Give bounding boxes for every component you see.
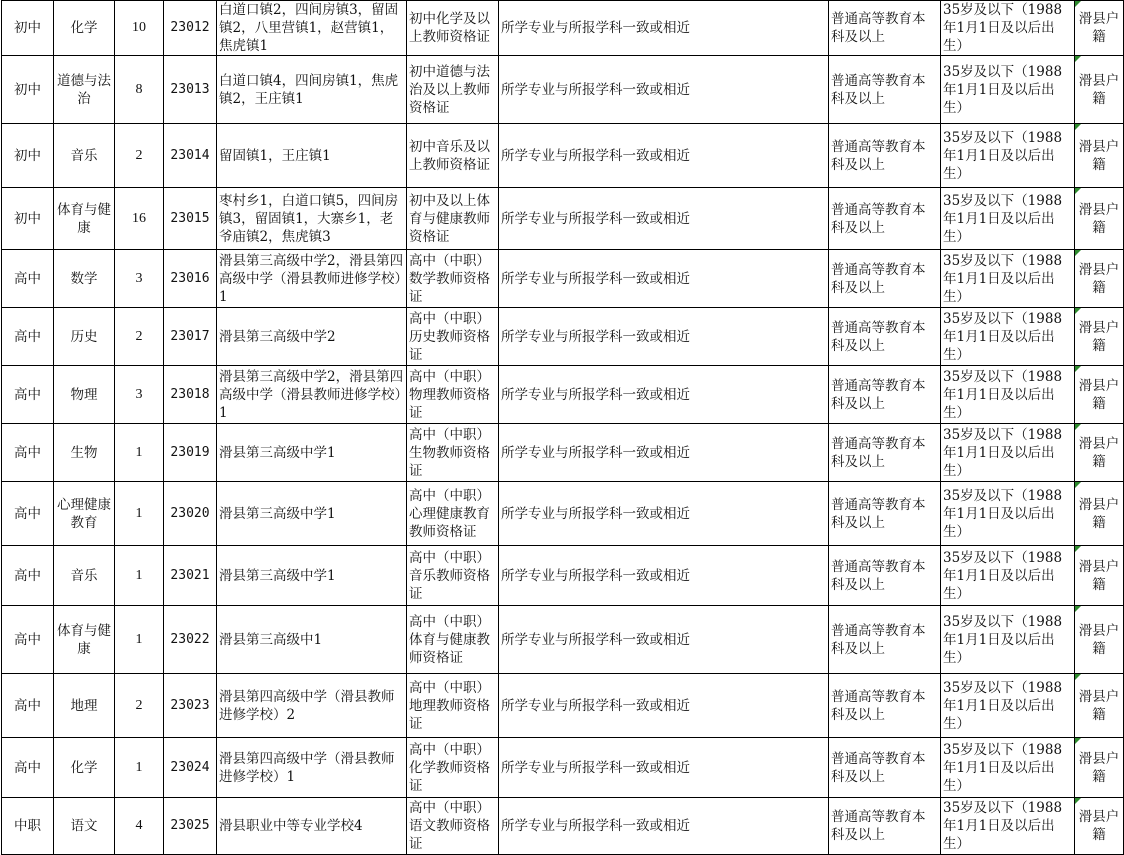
cell-subject-text: 音乐 [70, 567, 98, 584]
cell-units-text: 枣村乡1，白道口镇5，四间房镇3，留固镇1，大寨乡1，老爷庙镇2，焦虎镇3 [219, 192, 399, 245]
cell-education-text: 普通高等教育本科及以上 [831, 319, 926, 354]
cell-major-text: 所学专业与所报学科一致或相近 [501, 270, 690, 287]
cell-education [829, 482, 941, 546]
cell-units-text: 滑县职业中等专业学校4 [219, 818, 363, 834]
cell-cert-text: 高中（中职）体育与健康教师资格证 [409, 613, 490, 666]
cell-subject [54, 366, 115, 424]
table-row [2, 738, 1124, 798]
table-row [2, 482, 1124, 546]
cell-education-text: 普通高等教育本科及以上 [831, 558, 926, 593]
cell-education [829, 424, 941, 482]
cell-units-text: 滑县第三高级中学2，滑县第四高级中学（滑县教师进修学校）1 [219, 252, 404, 305]
cell-age [941, 738, 1075, 798]
cell-major-text: 所学专业与所报学科一致或相近 [501, 328, 690, 345]
table-row [2, 308, 1124, 366]
cell-education [829, 738, 941, 798]
cell-hukou [1075, 738, 1124, 798]
cell-age [941, 188, 1075, 250]
cell-hukou [1075, 308, 1124, 366]
cell-hukou [1075, 56, 1124, 124]
recruitment-table [1, 0, 1124, 855]
cell-level [2, 798, 54, 855]
cell-code-text: 23024 [170, 759, 210, 775]
cell-count-text: 1 [135, 505, 143, 521]
cell-units [217, 56, 407, 124]
cell-major-text: 所学专业与所报学科一致或相近 [501, 567, 690, 584]
cell-major [499, 308, 829, 366]
cell-code [164, 56, 217, 124]
cell-count [115, 546, 164, 606]
cell-code [164, 738, 217, 798]
cell-hukou [1075, 1, 1124, 56]
cell-level [2, 424, 54, 482]
cell-hukou-text: 滑县户籍 [1078, 319, 1120, 354]
cell-level-text: 初中 [14, 210, 41, 227]
cell-cert-text: 高中（中职）心理健康教育教师资格证 [409, 487, 490, 540]
cell-level [2, 188, 54, 250]
cell-count [115, 188, 164, 250]
cell-subject [54, 250, 115, 308]
cell-cert [407, 1, 499, 56]
cell-code [164, 1, 217, 56]
table-row [2, 798, 1124, 855]
cell-cert [407, 674, 499, 738]
cell-units [217, 674, 407, 738]
cell-hukou [1075, 366, 1124, 424]
cell-age [941, 308, 1075, 366]
cell-subject [54, 1, 115, 56]
cell-subject-text: 音乐 [70, 147, 98, 164]
cell-units-text: 滑县第三高级中学2，滑县第四高级中学（滑县教师进修学校）1 [219, 368, 404, 421]
cell-hukou-text: 滑县户籍 [1078, 72, 1120, 107]
cell-subject [54, 798, 115, 855]
cell-code-text: 23015 [170, 210, 210, 226]
cell-code [164, 674, 217, 738]
cell-education-text: 普通高等教育本科及以上 [831, 750, 926, 785]
cell-education-text: 普通高等教育本科及以上 [831, 435, 926, 470]
cell-units [217, 188, 407, 250]
cell-cert [407, 798, 499, 855]
cell-subject [54, 738, 115, 798]
cell-hukou [1075, 424, 1124, 482]
cell-education [829, 124, 941, 188]
cell-subject-text: 历史 [70, 328, 98, 345]
cell-major [499, 188, 829, 250]
cell-subject [54, 424, 115, 482]
cell-units-text: 滑县第四高级中学（滑县教师进修学校）2 [219, 688, 395, 723]
cell-subject [54, 546, 115, 606]
cell-subject-text: 数学 [70, 270, 98, 287]
cell-hukou-text: 滑县户籍 [1078, 496, 1120, 531]
cell-age [941, 482, 1075, 546]
cell-count [115, 366, 164, 424]
cell-education-text: 普通高等教育本科及以上 [831, 11, 926, 45]
cell-education [829, 1, 941, 56]
cell-count-text: 2 [135, 328, 143, 344]
cell-cert-text: 初中道德与法治及以上教师资格证 [409, 63, 490, 116]
cell-education-text: 普通高等教育本科及以上 [831, 201, 926, 236]
cell-count-text: 1 [135, 631, 143, 647]
cell-count-text: 16 [132, 210, 146, 226]
cell-subject [54, 308, 115, 366]
cell-code [164, 424, 217, 482]
cell-hukou [1075, 674, 1124, 738]
cell-units-text: 白道口镇4，四间房镇1，焦虎镇2，王庄镇1 [219, 72, 399, 107]
cell-education-text: 普通高等教育本科及以上 [831, 688, 926, 723]
cell-age-text: 35岁及以下（1988年1月1日及以后出生） [943, 63, 1063, 116]
cell-subject-text: 道德与法治 [57, 72, 111, 107]
table-row [2, 250, 1124, 308]
cell-hukou [1075, 606, 1124, 674]
cell-level [2, 1, 54, 56]
cell-cert [407, 366, 499, 424]
cell-cert-text: 高中（中职）化学教师资格证 [409, 741, 490, 794]
cell-cert-text: 初中音乐及以上教师资格证 [409, 138, 490, 173]
cell-subject-text: 生物 [70, 444, 98, 461]
cell-count [115, 1, 164, 56]
cell-subject [54, 482, 115, 546]
cell-level-text: 高中 [14, 444, 41, 461]
cell-code [164, 798, 217, 855]
cell-education [829, 56, 941, 124]
cell-hukou-text: 滑县户籍 [1078, 435, 1120, 470]
table-row [2, 424, 1124, 482]
cell-major-text: 所学专业与所报学科一致或相近 [501, 444, 690, 461]
table-row [2, 124, 1124, 188]
cell-count-text: 2 [135, 147, 143, 163]
cell-education [829, 250, 941, 308]
cell-level-text: 高中 [14, 697, 41, 714]
cell-age [941, 124, 1075, 188]
cell-hukou [1075, 798, 1124, 855]
cell-units [217, 798, 407, 855]
cell-cert [407, 738, 499, 798]
cell-level-text: 高中 [14, 270, 41, 287]
cell-education-text: 普通高等教育本科及以上 [831, 261, 926, 296]
cell-major [499, 1, 829, 56]
cell-code [164, 308, 217, 366]
cell-cert [407, 308, 499, 366]
cell-age-text: 35岁及以下（1988年1月1日及以后出生） [943, 549, 1063, 602]
cell-units [217, 366, 407, 424]
cell-education [829, 188, 941, 250]
cell-major-text: 所学专业与所报学科一致或相近 [501, 505, 690, 522]
cell-hukou [1075, 250, 1124, 308]
table-row [2, 1, 1124, 56]
cell-subject-text: 体育与健康 [57, 201, 111, 236]
cell-cert-text: 高中（中职）生物教师资格证 [409, 426, 490, 479]
cell-age-text: 35岁及以下（1988年1月1日及以后出生） [943, 2, 1063, 54]
cell-age-text: 35岁及以下（1988年1月1日及以后出生） [943, 426, 1063, 479]
cell-cert [407, 424, 499, 482]
cell-age [941, 674, 1075, 738]
cell-cert [407, 482, 499, 546]
cell-age [941, 366, 1075, 424]
cell-cert [407, 124, 499, 188]
cell-cert [407, 606, 499, 674]
cell-code-text: 23023 [170, 697, 210, 713]
cell-level-text: 高中 [14, 759, 41, 776]
cell-hukou-text: 滑县户籍 [1078, 138, 1120, 173]
cell-units-text: 滑县第四高级中学（滑县教师进修学校）1 [219, 750, 395, 785]
cell-age-text: 35岁及以下（1988年1月1日及以后出生） [943, 800, 1063, 852]
cell-hukou-text: 滑县户籍 [1078, 201, 1120, 236]
cell-cert-text: 高中（中职）数学教师资格证 [409, 252, 490, 305]
cell-age [941, 250, 1075, 308]
cell-count-text: 4 [135, 818, 143, 833]
cell-code-text: 23012 [170, 20, 210, 35]
table-row [2, 606, 1124, 674]
cell-units [217, 606, 407, 674]
cell-code [164, 188, 217, 250]
cell-level [2, 124, 54, 188]
cell-age-text: 35岁及以下（1988年1月1日及以后出生） [943, 741, 1063, 794]
cell-units [217, 738, 407, 798]
cell-code [164, 366, 217, 424]
cell-count-text: 1 [135, 567, 143, 583]
cell-count-text: 2 [135, 697, 143, 713]
cell-education [829, 798, 941, 855]
cell-hukou-text: 滑县户籍 [1078, 809, 1120, 843]
cell-code [164, 606, 217, 674]
cell-cert-text: 高中（中职）物理教师资格证 [409, 368, 490, 421]
table-body [2, 1, 1124, 855]
cell-age [941, 606, 1075, 674]
cell-major-text: 所学专业与所报学科一致或相近 [501, 631, 690, 648]
cell-units-text: 滑县第三高级中学1 [219, 444, 336, 461]
cell-units [217, 546, 407, 606]
cell-age-text: 35岁及以下（1988年1月1日及以后出生） [943, 310, 1063, 363]
cell-age-text: 35岁及以下（1988年1月1日及以后出生） [943, 613, 1063, 666]
cell-level [2, 250, 54, 308]
cell-units [217, 482, 407, 546]
cell-age-text: 35岁及以下（1988年1月1日及以后出生） [943, 129, 1063, 182]
cell-cert [407, 188, 499, 250]
cell-hukou-text: 滑县户籍 [1078, 688, 1120, 723]
cell-education-text: 普通高等教育本科及以上 [831, 496, 926, 531]
cell-major [499, 424, 829, 482]
cell-units [217, 308, 407, 366]
cell-age [941, 546, 1075, 606]
cell-code-text: 23022 [170, 631, 210, 647]
cell-count [115, 674, 164, 738]
cell-cert-text: 高中（中职）历史教师资格证 [409, 310, 490, 363]
cell-age [941, 798, 1075, 855]
cell-code-text: 23016 [170, 270, 210, 286]
cell-education-text: 普通高等教育本科及以上 [831, 809, 926, 843]
cell-units-text: 滑县第三高级中学2 [219, 328, 336, 345]
cell-major-text: 所学专业与所报学科一致或相近 [501, 697, 690, 714]
cell-count [115, 308, 164, 366]
cell-subject [54, 56, 115, 124]
cell-hukou [1075, 124, 1124, 188]
cell-level-text: 高中 [14, 505, 41, 522]
cell-level-text: 高中 [14, 567, 41, 584]
cell-major-text: 所学专业与所报学科一致或相近 [501, 386, 690, 403]
cell-count-text: 1 [135, 759, 143, 775]
cell-count [115, 56, 164, 124]
cell-level-text: 高中 [14, 631, 41, 648]
cell-subject [54, 674, 115, 738]
cell-education [829, 308, 941, 366]
cell-education-text: 普通高等教育本科及以上 [831, 377, 926, 412]
cell-level [2, 482, 54, 546]
cell-level [2, 738, 54, 798]
cell-count-text: 3 [135, 386, 143, 402]
cell-education [829, 366, 941, 424]
cell-age-text: 35岁及以下（1988年1月1日及以后出生） [943, 252, 1063, 305]
cell-subject [54, 124, 115, 188]
cell-major [499, 482, 829, 546]
cell-cert [407, 250, 499, 308]
cell-code [164, 250, 217, 308]
cell-education-text: 普通高等教育本科及以上 [831, 138, 926, 173]
cell-code-text: 23019 [170, 444, 210, 460]
table-row [2, 56, 1124, 124]
cell-cert-text: 高中（中职）音乐教师资格证 [409, 549, 490, 602]
cell-major-text: 所学专业与所报学科一致或相近 [501, 81, 690, 98]
cell-age [941, 56, 1075, 124]
cell-subject-text: 语文 [70, 818, 98, 834]
cell-code-text: 23014 [170, 147, 210, 163]
cell-age [941, 424, 1075, 482]
table-row [2, 188, 1124, 250]
cell-age-text: 35岁及以下（1988年1月1日及以后出生） [943, 192, 1063, 245]
cell-code [164, 482, 217, 546]
cell-level-text: 初中 [14, 20, 41, 36]
cell-count-text: 10 [132, 20, 146, 35]
cell-major [499, 250, 829, 308]
cell-units [217, 250, 407, 308]
cell-cert [407, 56, 499, 124]
cell-hukou-text: 滑县户籍 [1078, 750, 1120, 785]
cell-units-text: 白道口镇2，四间房镇3，留固镇2，八里营镇1，赵营镇1，焦虎镇1 [219, 2, 399, 54]
cell-units-text: 滑县第三高级中学1 [219, 567, 336, 584]
cell-cert-text: 初中化学及以上教师资格证 [409, 11, 490, 45]
cell-education-text: 普通高等教育本科及以上 [831, 622, 926, 657]
cell-subject-text: 地理 [70, 697, 98, 714]
cell-code [164, 124, 217, 188]
cell-major [499, 366, 829, 424]
cell-code-text: 23013 [170, 81, 210, 97]
cell-age-text: 35岁及以下（1988年1月1日及以后出生） [943, 487, 1063, 540]
cell-subject-text: 物理 [70, 386, 98, 403]
table-row [2, 366, 1124, 424]
cell-code-text: 23025 [170, 818, 210, 833]
cell-units-text: 滑县第三高级中学1 [219, 505, 336, 522]
cell-subject-text: 体育与健康 [57, 622, 111, 657]
cell-cert-text: 高中（中职）地理教师资格证 [409, 679, 490, 732]
cell-level-text: 初中 [14, 147, 41, 164]
cell-education [829, 546, 941, 606]
cell-hukou [1075, 188, 1124, 250]
cell-count [115, 424, 164, 482]
cell-count [115, 124, 164, 188]
cell-subject-text: 化学 [70, 759, 98, 776]
cell-education [829, 674, 941, 738]
cell-units-text: 滑县第三高级中1 [219, 631, 323, 648]
cell-count-text: 3 [135, 270, 143, 286]
cell-code-text: 23017 [170, 328, 210, 344]
cell-hukou [1075, 546, 1124, 606]
cell-level [2, 308, 54, 366]
cell-hukou-text: 滑县户籍 [1078, 377, 1120, 412]
cell-cert [407, 546, 499, 606]
cell-hukou [1075, 482, 1124, 546]
cell-subject-text: 心理健康教育 [57, 496, 111, 531]
cell-age-text: 35岁及以下（1988年1月1日及以后出生） [943, 368, 1063, 421]
cell-level-text: 初中 [14, 81, 41, 98]
cell-level [2, 546, 54, 606]
cell-subject [54, 606, 115, 674]
cell-education [829, 606, 941, 674]
cell-major-text: 所学专业与所报学科一致或相近 [501, 20, 690, 36]
cell-units [217, 124, 407, 188]
cell-count-text: 1 [135, 444, 143, 460]
cell-level [2, 56, 54, 124]
cell-code-text: 23021 [170, 567, 210, 583]
cell-hukou-text: 滑县户籍 [1078, 11, 1120, 45]
cell-subject [54, 188, 115, 250]
cell-major [499, 56, 829, 124]
cell-count [115, 798, 164, 855]
cell-hukou-text: 滑县户籍 [1078, 622, 1120, 657]
cell-code [164, 546, 217, 606]
cell-units [217, 424, 407, 482]
cell-subject-text: 化学 [70, 20, 98, 36]
cell-level-text: 高中 [14, 386, 41, 403]
table-row [2, 674, 1124, 738]
cell-units-text: 留固镇1，王庄镇1 [219, 147, 331, 164]
cell-level [2, 606, 54, 674]
cell-major-text: 所学专业与所报学科一致或相近 [501, 818, 690, 834]
cell-level-text: 中职 [14, 818, 41, 834]
cell-major-text: 所学专业与所报学科一致或相近 [501, 210, 690, 227]
cell-major [499, 546, 829, 606]
cell-major-text: 所学专业与所报学科一致或相近 [501, 147, 690, 164]
cell-age [941, 1, 1075, 56]
cell-count [115, 606, 164, 674]
cell-level-text: 高中 [14, 328, 41, 345]
cell-major-text: 所学专业与所报学科一致或相近 [501, 759, 690, 776]
cell-units [217, 1, 407, 56]
cell-education-text: 普通高等教育本科及以上 [831, 72, 926, 107]
cell-count [115, 250, 164, 308]
cell-major [499, 738, 829, 798]
cell-cert-text: 初中及以上体育与健康教师资格证 [409, 192, 490, 245]
cell-hukou-text: 滑县户籍 [1078, 558, 1120, 593]
cell-major [499, 606, 829, 674]
cell-major [499, 798, 829, 855]
cell-level [2, 366, 54, 424]
cell-code-text: 23020 [170, 505, 210, 521]
cell-count [115, 738, 164, 798]
cell-cert-text: 高中（中职）语文教师资格证 [409, 800, 490, 852]
cell-hukou-text: 滑县户籍 [1078, 261, 1120, 296]
table-row [2, 546, 1124, 606]
cell-major [499, 124, 829, 188]
cell-level [2, 674, 54, 738]
cell-age-text: 35岁及以下（1988年1月1日及以后出生） [943, 679, 1063, 732]
cell-count [115, 482, 164, 546]
cell-count-text: 8 [135, 81, 143, 97]
cell-major [499, 674, 829, 738]
cell-code-text: 23018 [170, 386, 210, 402]
